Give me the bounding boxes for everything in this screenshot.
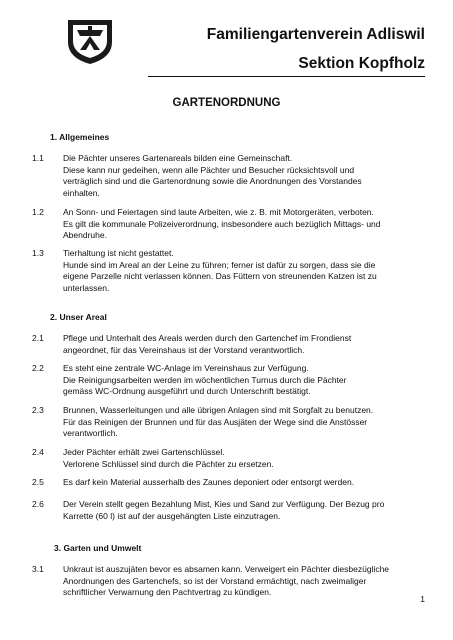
item-number: 3.1 — [32, 564, 44, 574]
document-title: GARTENORDNUNG — [172, 97, 281, 109]
item-number: 2.2 — [32, 363, 44, 373]
item-text: Es darf kein Material ausserhalb des Zaunes deponiert oder entsorgt werden. — [63, 477, 355, 487]
item-number: 2.6 — [32, 499, 44, 509]
item-text: Pflege und Unterhalt des Areals werden durch den Gartenchef im Frondienst angeordnet, für das Vereinshaus ist der Vorstand verantwortlich. — [63, 333, 352, 355]
item-text: Jeder Pächter erhält zwei Gartenschlüssel. Verlorene Schlüssel sind durch die Pächter zu ersetzen. — [63, 447, 274, 469]
item-number: 2.3 — [32, 405, 44, 415]
item-number: 1.2 — [32, 207, 44, 217]
item-text: Brunnen, Wasserleitungen und alle übrigen Anlagen sind mit Sorgfalt zu benutzen. Für das Reinigen der Brunnen und für das Ausjäten der Wege sind die Anstösser verantwortlich. — [63, 405, 374, 438]
item-text: Es steht eine zentrale WC-Anlage im Vereinshaus zur Verfügung. Die Reinigungsarbeiten werden im wöchentlichen Turnus durch die Pächter gemäss WC-Ordnung ausgeführt und durch Unterschrift bestätigt. — [63, 363, 347, 396]
item-text: Tierhaltung ist nicht gestattet. Hunde sind im Areal an der Leine zu führen; ferner ist dafür zu sorgen, dass sie die eigene Parzelle nicht verlassen können. Das Füttern von streunenden Katzen ist zu unterlassen. — [63, 248, 377, 293]
item-number: 1.3 — [32, 248, 44, 258]
item-number: 2.5 — [32, 477, 44, 487]
section-heading: 2. Unser Areal — [50, 312, 107, 322]
item-text: An Sonn- und Feiertagen sind laute Arbeiten, wie z. B. mit Motorgeräten, verboten. Es gilt die kommunale Polizeiverordnung, insbesondere auch bezüglich Mittags- und Abendruhe. — [63, 207, 381, 240]
header-divider — [148, 76, 425, 77]
organization-subtitle: Sektion Kopfholz — [298, 55, 425, 72]
club-crest-logo — [65, 16, 115, 66]
section-heading: 1. Allgemeines — [50, 132, 110, 142]
item-text: Die Pächter unseres Gartenareals bilden eine Gemeinschaft. Diese kann nur gedeihen, wenn alle Pächter und Besucher rücksichtsvoll und verträglich sind und die Gartenordnung sowie die Anordnungen des Vorstandes einhalten. — [63, 153, 362, 198]
crest-icon — [65, 16, 115, 66]
item-number: 1.1 — [32, 153, 44, 163]
item-number: 2.4 — [32, 447, 44, 457]
page-number: 1 — [420, 594, 425, 604]
item-text: Der Verein stellt gegen Bezahlung Mist, Kies und Sand zur Verfügung. Der Bezug pro Karrette (60 l) ist auf der ausgehängten Liste einzutragen. — [63, 499, 385, 521]
organization-title: Familiengartenverein Adliswil — [206, 26, 425, 43]
item-text: Unkraut ist auszujäten bevor es absamen kann. Verweigert ein Pächter diesbezügliche Anordnungen des Gartenchefs, so ist der Vorstand ermächtigt, nach zweimaliger schriftlicher Verwarnung den Pachtvertrag zu kündigen. — [63, 564, 390, 597]
item-number: 2.1 — [32, 333, 44, 343]
section-heading: 3. Garten und Umwelt — [54, 543, 142, 553]
